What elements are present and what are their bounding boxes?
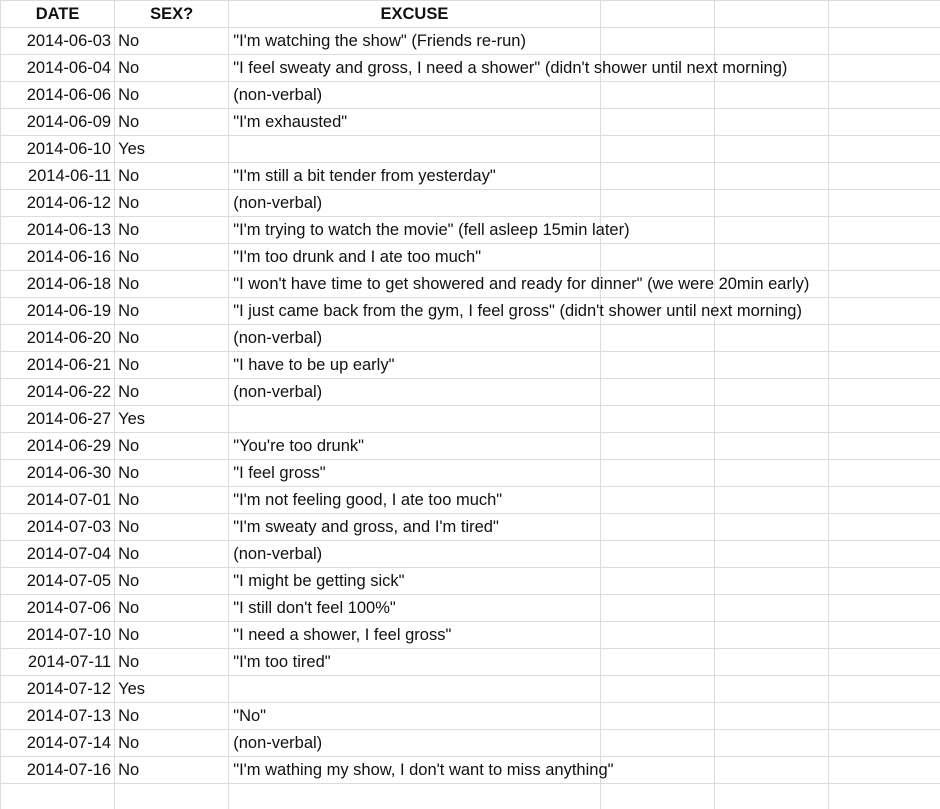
excuse-cell[interactable]: "I'm too drunk and I ate too much": [229, 244, 600, 271]
empty-cell[interactable]: [600, 487, 714, 514]
empty-cell[interactable]: [828, 109, 940, 136]
excuse-cell[interactable]: "I'm not feeling good, I ate too much": [229, 487, 600, 514]
excuse-cell[interactable]: (non-verbal): [229, 82, 600, 109]
table-row: [1, 136, 940, 163]
excuse-cell[interactable]: "I'm exhausted": [229, 109, 600, 136]
excuse-cell[interactable]: [229, 406, 600, 433]
empty-cell[interactable]: [828, 379, 940, 406]
table-row: [1, 406, 940, 433]
empty-cell[interactable]: [600, 406, 714, 433]
table-row: [1, 757, 940, 784]
empty-cell[interactable]: [714, 487, 828, 514]
empty-cell[interactable]: [600, 595, 714, 622]
empty-cell[interactable]: [600, 460, 714, 487]
empty-cell[interactable]: [714, 352, 828, 379]
excuse-cell[interactable]: (non-verbal): [229, 325, 600, 352]
empty-cell[interactable]: [828, 55, 940, 82]
empty-cell[interactable]: [600, 109, 714, 136]
empty-cell[interactable]: [828, 703, 940, 730]
empty-cell[interactable]: [714, 406, 828, 433]
sex-cell[interactable]: No: [115, 55, 229, 82]
table-row: [1, 730, 940, 757]
empty-cell[interactable]: [828, 352, 940, 379]
empty-cell[interactable]: [828, 460, 940, 487]
empty-cell[interactable]: [828, 595, 940, 622]
sex-cell[interactable]: No: [115, 703, 229, 730]
excuse-cell[interactable]: [229, 676, 600, 703]
empty-cell[interactable]: [714, 433, 828, 460]
table-row: [1, 352, 940, 379]
date-cell[interactable]: 2014-07-04: [1, 541, 115, 568]
empty-cell[interactable]: [600, 190, 714, 217]
sex-cell[interactable]: No: [115, 163, 229, 190]
empty-cell[interactable]: [229, 784, 600, 809]
empty-cell[interactable]: [828, 433, 940, 460]
excuse-cell[interactable]: (non-verbal): [229, 379, 600, 406]
sex-cell[interactable]: No: [115, 622, 229, 649]
empty-cell[interactable]: [600, 325, 714, 352]
sex-cell[interactable]: Yes: [115, 676, 229, 703]
empty-cell[interactable]: [600, 433, 714, 460]
table-row: [1, 163, 940, 190]
table-row: [1, 460, 940, 487]
empty-cell[interactable]: [714, 541, 828, 568]
table-row: [1, 28, 940, 55]
sex-cell[interactable]: Yes: [115, 406, 229, 433]
table-row: [1, 541, 940, 568]
empty-cell[interactable]: [828, 568, 940, 595]
table-row: [1, 649, 940, 676]
table-row: [1, 271, 940, 298]
date-cell[interactable]: 2014-07-06: [1, 595, 115, 622]
empty-cell[interactable]: [600, 676, 714, 703]
empty-cell[interactable]: [600, 622, 714, 649]
date-cell[interactable]: 2014-07-11: [1, 649, 115, 676]
sex-cell[interactable]: No: [115, 595, 229, 622]
empty-cell[interactable]: [714, 757, 828, 784]
empty-cell[interactable]: [828, 622, 940, 649]
table-row: [1, 55, 940, 82]
empty-cell[interactable]: [600, 514, 714, 541]
sex-cell[interactable]: No: [115, 649, 229, 676]
sex-cell[interactable]: No: [115, 28, 229, 55]
sex-cell[interactable]: No: [115, 514, 229, 541]
sex-cell[interactable]: No: [115, 757, 229, 784]
excuse-cell[interactable]: "I might be getting sick": [229, 568, 600, 595]
empty-cell[interactable]: [714, 217, 828, 244]
empty-cell[interactable]: [828, 28, 940, 55]
empty-cell[interactable]: [828, 1, 940, 28]
empty-cell[interactable]: [828, 487, 940, 514]
sex-cell[interactable]: No: [115, 568, 229, 595]
table-row: [1, 298, 940, 325]
empty-cell[interactable]: [714, 109, 828, 136]
excuse-cell[interactable]: "I just came back from the gym, I feel gross" (didn't shower until next morning): [229, 298, 600, 325]
empty-cell[interactable]: [714, 82, 828, 109]
sex-cell[interactable]: No: [115, 487, 229, 514]
table-row: [1, 217, 940, 244]
empty-cell[interactable]: [828, 217, 940, 244]
empty-cell[interactable]: [714, 325, 828, 352]
table-row: [1, 379, 940, 406]
excuse-cell[interactable]: "You're too drunk": [229, 433, 600, 460]
date-cell[interactable]: 2014-06-09: [1, 109, 115, 136]
table-row: [1, 433, 940, 460]
excuse-cell[interactable]: "No": [229, 703, 600, 730]
excuse-cell[interactable]: "I'm trying to watch the movie" (fell asleep 15min later): [229, 217, 600, 244]
table-row: [1, 784, 940, 809]
header-date[interactable]: DATE: [1, 1, 115, 28]
sex-cell[interactable]: No: [115, 541, 229, 568]
excuse-cell[interactable]: "I'm sweaty and gross, and I'm tired": [229, 514, 600, 541]
empty-cell[interactable]: [714, 1, 828, 28]
sex-cell[interactable]: No: [115, 730, 229, 757]
sex-cell[interactable]: Yes: [115, 136, 229, 163]
empty-cell[interactable]: [828, 325, 940, 352]
sex-cell[interactable]: No: [115, 379, 229, 406]
empty-cell[interactable]: [714, 28, 828, 55]
date-cell[interactable]: 2014-06-06: [1, 82, 115, 109]
empty-cell[interactable]: [600, 352, 714, 379]
empty-cell[interactable]: [600, 703, 714, 730]
empty-cell[interactable]: [828, 676, 940, 703]
date-cell[interactable]: 2014-06-22: [1, 379, 115, 406]
date-cell[interactable]: 2014-06-10: [1, 136, 115, 163]
excuse-cell[interactable]: "I'm wathing my show, I don't want to miss anything": [229, 757, 600, 784]
sex-cell[interactable]: No: [115, 298, 229, 325]
excuse-cell[interactable]: (non-verbal): [229, 190, 600, 217]
date-cell[interactable]: 2014-07-14: [1, 730, 115, 757]
empty-cell[interactable]: [828, 514, 940, 541]
table-row: [1, 514, 940, 541]
table-row: [1, 109, 940, 136]
date-cell[interactable]: 2014-07-05: [1, 568, 115, 595]
empty-cell[interactable]: [828, 541, 940, 568]
empty-cell[interactable]: [714, 244, 828, 271]
empty-cell[interactable]: [600, 28, 714, 55]
empty-cell[interactable]: [828, 190, 940, 217]
date-cell[interactable]: 2014-06-27: [1, 406, 115, 433]
empty-cell[interactable]: [1, 784, 115, 809]
header-excuse[interactable]: EXCUSE: [229, 1, 600, 28]
empty-cell[interactable]: [714, 649, 828, 676]
sex-cell[interactable]: No: [115, 433, 229, 460]
table-row: [1, 82, 940, 109]
table-row: [1, 568, 940, 595]
date-cell[interactable]: 2014-07-03: [1, 514, 115, 541]
sex-cell[interactable]: No: [115, 325, 229, 352]
date-cell[interactable]: 2014-06-29: [1, 433, 115, 460]
empty-cell[interactable]: [828, 244, 940, 271]
table-row: [1, 487, 940, 514]
empty-cell[interactable]: [828, 271, 940, 298]
date-cell[interactable]: 2014-06-30: [1, 460, 115, 487]
excuse-cell[interactable]: "I'm watching the show" (Friends re-run): [229, 28, 600, 55]
empty-cell[interactable]: [600, 784, 714, 809]
empty-cell[interactable]: [714, 460, 828, 487]
empty-cell[interactable]: [714, 514, 828, 541]
empty-cell[interactable]: [600, 379, 714, 406]
date-cell[interactable]: 2014-07-10: [1, 622, 115, 649]
table-row: [1, 703, 940, 730]
excuse-cell[interactable]: "I'm still a bit tender from yesterday": [229, 163, 600, 190]
date-cell[interactable]: 2014-06-19: [1, 298, 115, 325]
date-cell[interactable]: 2014-06-20: [1, 325, 115, 352]
sex-cell[interactable]: No: [115, 271, 229, 298]
empty-cell[interactable]: [600, 1, 714, 28]
empty-cell[interactable]: [714, 730, 828, 757]
empty-cell[interactable]: [714, 190, 828, 217]
header-sex[interactable]: SEX?: [115, 1, 229, 28]
date-cell[interactable]: 2014-06-12: [1, 190, 115, 217]
date-cell[interactable]: 2014-06-13: [1, 217, 115, 244]
sex-cell[interactable]: No: [115, 82, 229, 109]
excuse-cell[interactable]: "I won't have time to get showered and ready for dinner" (we were 20min early): [229, 271, 600, 298]
date-cell[interactable]: 2014-07-16: [1, 757, 115, 784]
empty-cell[interactable]: [828, 784, 940, 809]
empty-cell[interactable]: [115, 784, 229, 809]
excuse-cell[interactable]: "I have to be up early": [229, 352, 600, 379]
date-cell[interactable]: 2014-06-04: [1, 55, 115, 82]
date-cell[interactable]: 2014-06-03: [1, 28, 115, 55]
empty-cell[interactable]: [828, 82, 940, 109]
table-row: [1, 190, 940, 217]
table-row: [1, 676, 940, 703]
empty-cell[interactable]: [828, 649, 940, 676]
empty-cell[interactable]: [828, 298, 940, 325]
empty-cell[interactable]: [714, 136, 828, 163]
excuse-cell[interactable]: "I feel sweaty and gross, I need a shower" (didn't shower until next morning): [229, 55, 600, 82]
excuse-cell[interactable]: [229, 136, 600, 163]
excuse-cell[interactable]: "I'm too tired": [229, 649, 600, 676]
sex-cell[interactable]: No: [115, 352, 229, 379]
empty-cell[interactable]: [714, 379, 828, 406]
sex-cell[interactable]: No: [115, 244, 229, 271]
empty-cell[interactable]: [828, 406, 940, 433]
empty-cell[interactable]: [600, 568, 714, 595]
header-row: [1, 1, 940, 28]
sex-cell[interactable]: No: [115, 190, 229, 217]
empty-cell[interactable]: [600, 649, 714, 676]
empty-cell[interactable]: [600, 163, 714, 190]
empty-cell[interactable]: [828, 163, 940, 190]
table-row: [1, 325, 940, 352]
empty-cell[interactable]: [600, 757, 714, 784]
empty-cell[interactable]: [714, 163, 828, 190]
empty-cell[interactable]: [714, 622, 828, 649]
date-cell[interactable]: 2014-07-13: [1, 703, 115, 730]
table-row: [1, 595, 940, 622]
empty-cell[interactable]: [828, 136, 940, 163]
empty-cell[interactable]: [714, 595, 828, 622]
empty-cell[interactable]: [600, 730, 714, 757]
sex-cell[interactable]: No: [115, 217, 229, 244]
sex-cell[interactable]: No: [115, 460, 229, 487]
empty-cell[interactable]: [714, 703, 828, 730]
empty-cell[interactable]: [600, 136, 714, 163]
excuse-cell[interactable]: (non-verbal): [229, 730, 600, 757]
date-cell[interactable]: 2014-07-01: [1, 487, 115, 514]
sex-cell[interactable]: No: [115, 109, 229, 136]
excuse-cell[interactable]: (non-verbal): [229, 541, 600, 568]
empty-cell[interactable]: [828, 757, 940, 784]
table-row: [1, 244, 940, 271]
empty-cell[interactable]: [714, 568, 828, 595]
empty-cell[interactable]: [600, 541, 714, 568]
date-cell[interactable]: 2014-06-11: [1, 163, 115, 190]
empty-cell[interactable]: [714, 784, 828, 809]
table-row: [1, 622, 940, 649]
empty-cell[interactable]: [600, 82, 714, 109]
empty-cell[interactable]: [828, 730, 940, 757]
date-cell[interactable]: 2014-06-21: [1, 352, 115, 379]
excuse-cell[interactable]: "I still don't feel 100%": [229, 595, 600, 622]
empty-cell[interactable]: [600, 244, 714, 271]
excuse-cell[interactable]: "I feel gross": [229, 460, 600, 487]
date-cell[interactable]: 2014-06-18: [1, 271, 115, 298]
date-cell[interactable]: 2014-07-12: [1, 676, 115, 703]
excuse-cell[interactable]: "I need a shower, I feel gross": [229, 622, 600, 649]
date-cell[interactable]: 2014-06-16: [1, 244, 115, 271]
empty-cell[interactable]: [714, 676, 828, 703]
